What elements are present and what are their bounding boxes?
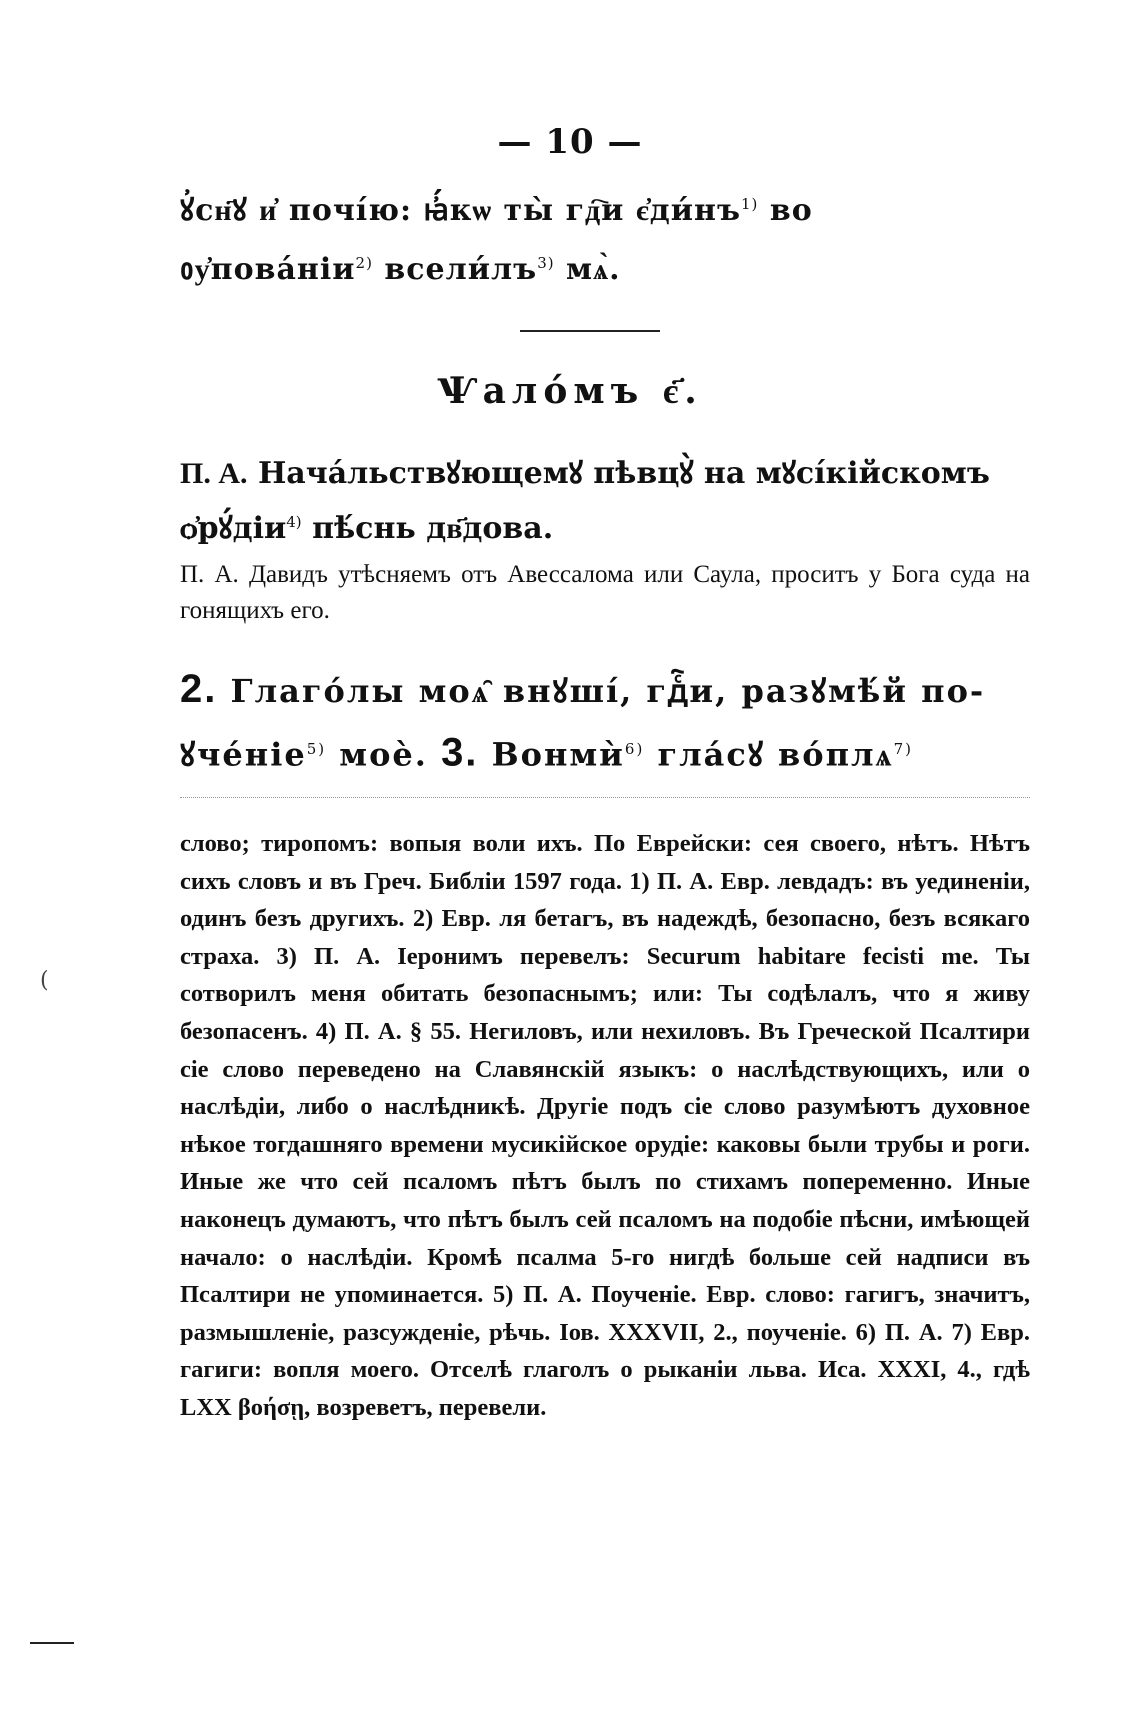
footnote-ref-6: 6): [624, 740, 645, 758]
verse-2-text: Глаго́лы моѧ̑ внꙋші́, гдⷭ҇и, разꙋмѣ́й по- ꙋче́ніе: [180, 672, 986, 774]
page-number: — 10 —: [497, 122, 643, 162]
heading-lead: П. А.: [180, 457, 248, 490]
footnote-ref-5: 5): [306, 740, 327, 758]
intro-line-1-tail: во: [769, 193, 813, 228]
verse-3-mid: гла́сꙋ во́плѧ: [657, 735, 894, 774]
footnote-ref-2: 2): [355, 254, 373, 272]
footnote-ref-1: 1): [741, 195, 759, 213]
section-divider: [520, 330, 660, 332]
psalm-heading: [180, 450, 1030, 553]
footnotes: слово; тиропомъ: вопыя воли ихъ. По Еврейски: сея своего, нѣтъ. Нѣтъ сихъ словъ и въ Греч. Библіи 1597 года. 1) П. А. Евр. левдадъ: въ уединеніи, одинъ безъ другихъ. 2) Евр. ля бетагъ, въ надеждѣ, безопасно, безъ всякаго страха. 3) П. А. Іеронимъ перевелъ: Securum habitare fecisti me. Ты сотворилъ меня обитать безопаснымъ; или: Ты содѣлалъ, что я живу безопасенъ. 4) П. А. § 55. Негиловъ, или нехиловъ. Въ Греческой Псалтири сіе слово переведено на Славянскій языкъ: о наслѣдствующихъ, или о наслѣдіи, либо о наслѣдникѣ. Другіе подъ сіе слово разумѣютъ духовное нѣкое тогдашняго времени мусикійское орудіе: каковы были трубы и роги. Иные же что сей псаломъ пѣтъ былъ по стихамъ попеременно. Иные наконецъ думаютъ, что пѣтъ былъ сей псаломъ на подобіе пѣсни, имѣющей начало: о наслѣдіи. Кромѣ псалма 5-го нигдѣ больше сей надписи въ Псалтири не упоминается. 5) П. А. Поученіе. Евр. слово: гагигъ, значитъ, размышленіе, разсужденіе, рѣчь. Іов. XXXVII, 2., поученіе. 6) П. А. 7) Евр. гагиги: вопля моего. Отселѣ глаголъ о рыканіи льва. Иса. XXXI, 4., гдѣ LXX βοήσῃ, возреветъ, перевели.: [180, 830, 1030, 1421]
heading-tail: пѣ́снь дв҃дова.: [312, 511, 554, 546]
intro-line-2: [180, 237, 1030, 296]
verse-2-tail: моѐ.: [339, 735, 428, 774]
footnote-ref-7: 7): [893, 740, 913, 758]
margin-mark: (: [40, 968, 49, 993]
footnote-ref-3: 3): [537, 254, 555, 272]
intro-verse: [180, 178, 1030, 296]
margin-rule: [30, 1642, 74, 1644]
heading-text: Нача́льствꙋющемꙋ пѣвцꙋ̀ на мꙋсі́кійскомъ ѻ҆рꙋ́діи: [180, 456, 990, 546]
psalm-summary: П. А. Давидъ утѣсняемъ отъ Авессалома или Саула, проситъ у Бога суда на гонящихъ его.: [180, 561, 1030, 624]
intro-line-1: [180, 178, 1030, 237]
intro-line-2-mid: всели́лъ: [384, 252, 538, 287]
verse-number-2: 2.: [180, 667, 218, 711]
verse-number-3: 3.: [441, 730, 479, 775]
verse-3-text: Вонмѝ: [491, 735, 625, 774]
intro-line-2-text: ᲂу҆пова́ніи: [180, 252, 356, 287]
intro-line-2-tail: мѧ̀.: [566, 252, 621, 287]
footnote-divider: [180, 797, 1030, 798]
footnote-ref-4: 4): [286, 513, 302, 531]
intro-line-1-text: ꙋ҆сн҃ꙋ и҆ почі́ю: ꙗ҆́кѡ ты̀ гд҇и є҆ди́нъ: [180, 193, 741, 228]
psalm-title: Ѱало́мъ є҃.: [437, 370, 703, 412]
psalm-verses: [180, 660, 1030, 784]
